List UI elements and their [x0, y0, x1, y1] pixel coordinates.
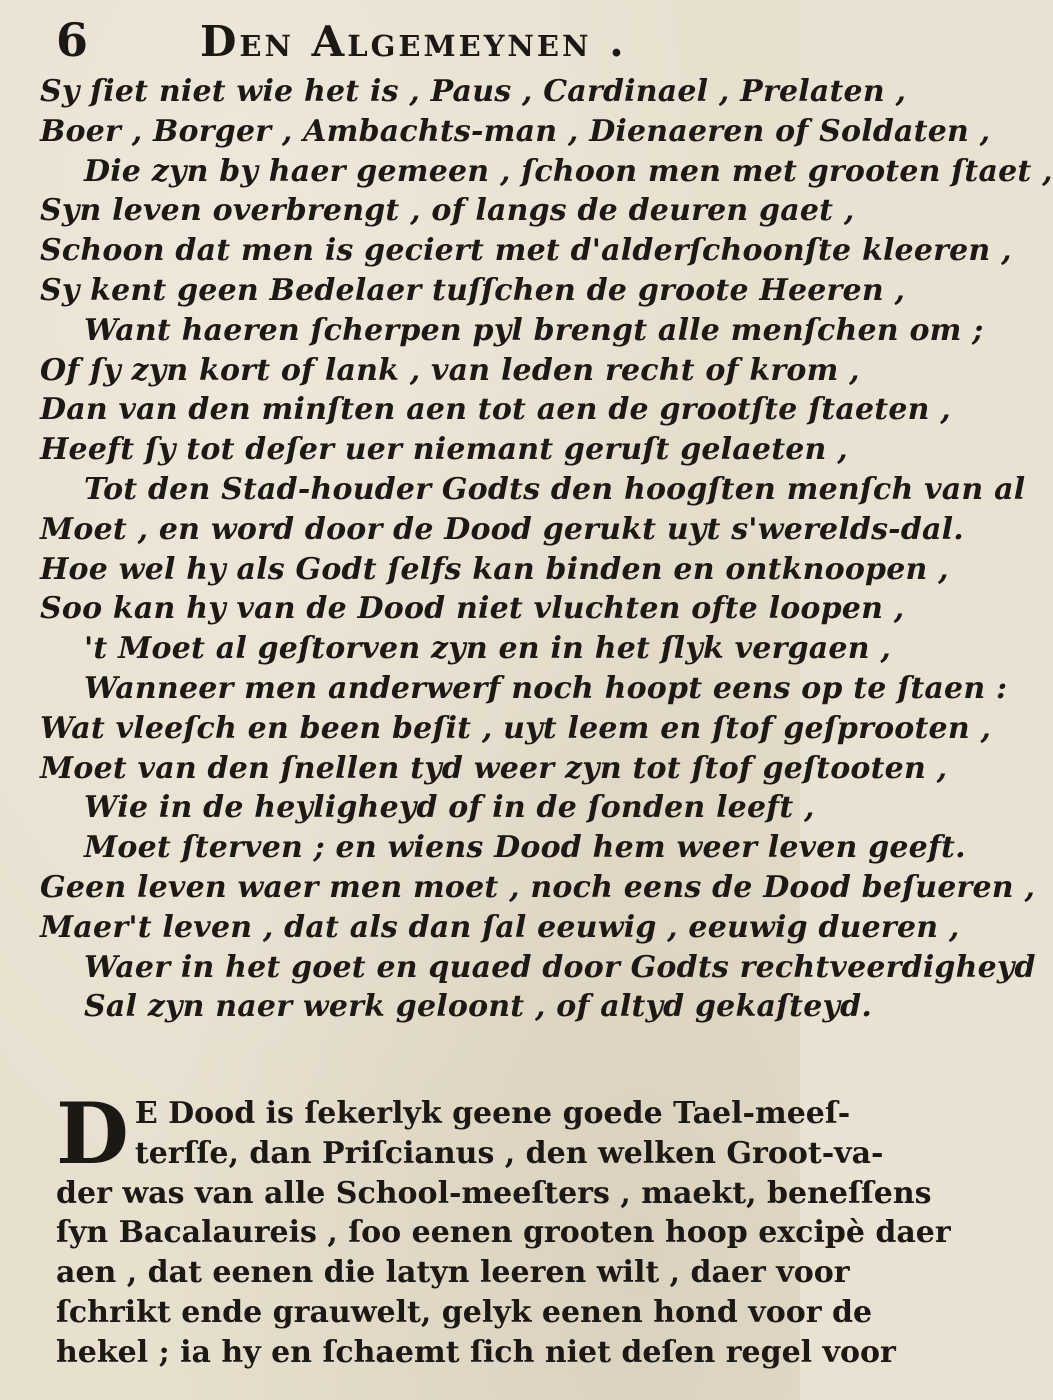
prose-line: hekel ; ia hy en ſchaemt ſich niet deſen regel voor	[56, 1334, 896, 1370]
page-number: 6	[56, 13, 89, 67]
verse-line: Heeft ſy tot deſer uer niemant geruſt gelaeten ,	[40, 432, 848, 468]
verse-line: Dan van den minſten aen tot aen de grootſte ſtaeten ,	[40, 392, 951, 428]
verse-line: Wie in de heyligheyd of in de ſonden leeft ,	[84, 790, 815, 826]
verse-line: Die zyn by haer gemeen , ſchoon men met grooten ſtaet ,	[84, 153, 1053, 189]
verse-line: Want haeren ſcherpen pyl brengt alle menſchen om ;	[84, 312, 984, 348]
verse-line: Syn leven overbrengt , of langs de deuren gaet ,	[40, 193, 855, 229]
verse-line: Moet ſterven ; en wiens Dood hem weer leven geeft.	[84, 830, 966, 866]
verse-line: Waer in het goet en quaed door Godts rechtveerdigheyd	[84, 949, 1036, 985]
verse-line: Of ſy zyn kort of lank , van leden recht of krom ,	[40, 352, 860, 388]
verse-line: Wat vleeſch en been beſit , uyt leem en ſtof geſprooten ,	[40, 710, 992, 746]
prose-line: E Dood is ſekerlyk geene goede Tael-meeſ-	[134, 1096, 851, 1131]
verse-line: 't Moet al geſtorven zyn en in het ſlyk vergaen ,	[84, 631, 891, 667]
verse-line: Moet van den ſnellen tyd weer zyn tot ſtof geſtooten ,	[40, 750, 948, 786]
verse-line: Geen leven waer men moet , noch eens de Dood beſueren ,	[40, 869, 1036, 905]
verse-line: Hoe wel hy als Godt ſelfs kan binden en ontknoopen ,	[40, 551, 949, 587]
verse-line: Schoon dat men is geciert met d'alderſchoonſte kleeren ,	[40, 233, 1012, 269]
verse-line: Soo kan hy van de Dood niet vluchten ofte loopen ,	[40, 591, 905, 627]
prose-line: aen , dat eenen die latyn leeren wilt , daer voor	[56, 1255, 850, 1291]
verse-line: Sy ſiet niet wie het is , Paus , Cardinael , Prelaten ,	[40, 74, 907, 109]
verse-line: Wanneer men anderwerf noch hoopt eens op te ſtaen :	[84, 670, 1008, 706]
verse-line: Sy kent geen Bedelaer tuſſchen de groote Heeren ,	[40, 272, 906, 308]
verse-line: Maer't leven , dat als dan ſal eeuwig , eeuwig dueren ,	[40, 909, 960, 945]
verse-line: Sal zyn naer werk geloont , of altyd gekaſteyd.	[84, 989, 872, 1025]
verse-line: Moet , en word door de Dood gerukt uyt s'werelds-dal.	[40, 511, 964, 547]
prose-paragraph	[56, 1084, 951, 1373]
verse-line: Tot den Stad-houder Godts den hoogſten menſch van al	[84, 471, 1026, 507]
running-head: Den Algemeynen .	[200, 17, 627, 66]
prose-line: ſyn Bacalaureis , ſoo eenen grooten hoop excipè daer	[56, 1215, 951, 1251]
prose-line: terſſe, dan Priſcianus , den welken Groot-va-	[134, 1135, 884, 1171]
page-header	[56, 10, 760, 80]
poem-block	[40, 72, 1053, 1027]
prose-line: ſchrikt ende grauwelt, gelyk eenen hond voor de	[56, 1294, 873, 1330]
prose-line: der was van alle School-meeſters , maekt, beneſſens	[56, 1175, 932, 1211]
verse-line: Boer , Borger , Ambachts-man , Dienaeren of Soldaten ,	[40, 113, 991, 149]
drop-cap: D	[56, 1084, 129, 1183]
